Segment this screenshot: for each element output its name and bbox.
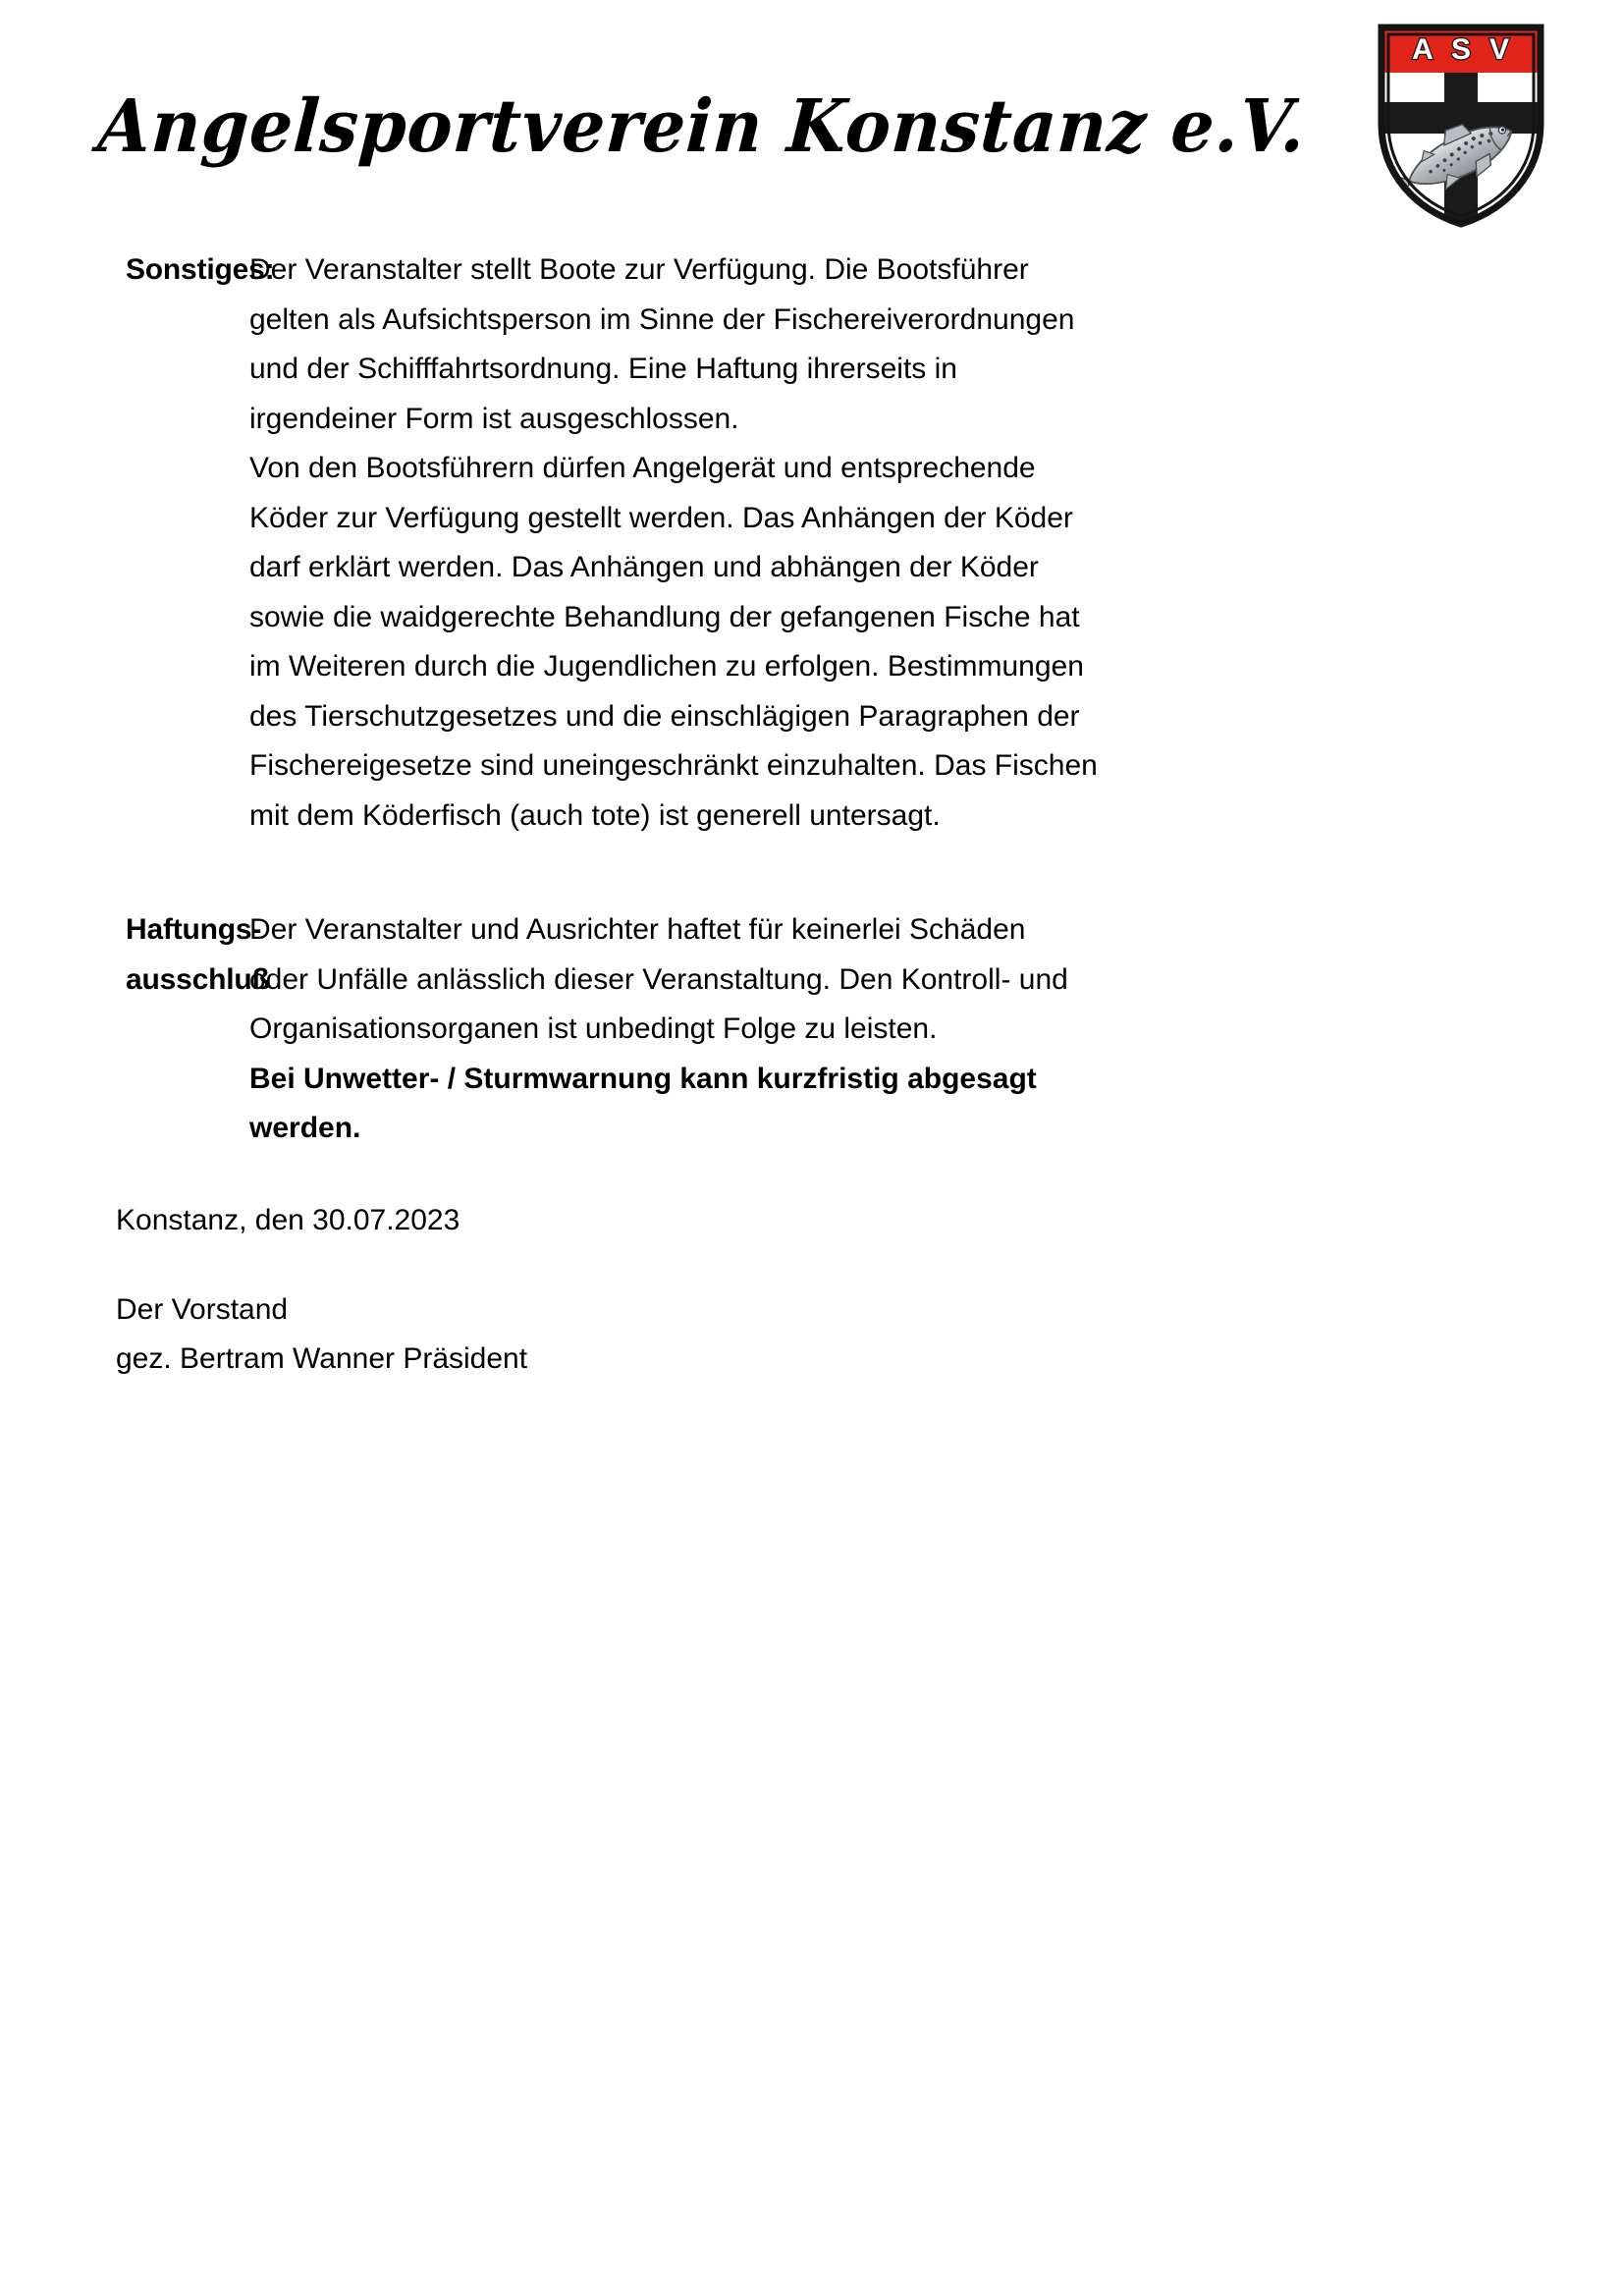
section-label-sonstiges xyxy=(0,246,275,296)
text-line: im Weiteren durch die Jugendlichen zu erfolgen. Bestimmungen xyxy=(249,650,1084,683)
text-line: Köder zur Verfügung gestellt werden. Das Anhängen der Köder xyxy=(249,501,1073,534)
section-label-line: ausschluß xyxy=(126,962,270,996)
section-label-haftungsausschluss xyxy=(0,905,270,1005)
text-line: darf erklärt werden. Das Anhängen und abhängen der Köder xyxy=(249,551,1039,583)
text-line: irgendeiner Form ist ausgeschlossen. xyxy=(249,402,739,435)
text-line: und der Schifffahrtsordnung. Eine Haftung ihrerseits in xyxy=(249,353,957,385)
section-haftungsausschluss xyxy=(0,905,1623,1154)
club-title: Angelsportverein Konstanz e.V. xyxy=(95,84,1309,169)
section-label-line: Sonstiges: xyxy=(126,253,275,286)
crest-letter-a: A xyxy=(1412,32,1434,66)
section-spacer xyxy=(0,841,1623,905)
signed-by: gez. Bertram Wanner Präsident xyxy=(116,1342,528,1375)
text-line: Fischereigesetze sind uneingeschränkt einzuhalten. Das Fischen xyxy=(249,749,1098,782)
text-line: sowie die waidgerechte Behandlung der gefangenen Fische hat xyxy=(249,600,1080,633)
text-line: Der Veranstalter stellt Boote zur Verfügung. Die Bootsführer xyxy=(249,253,1029,286)
text-line: Der Veranstalter und Ausrichter haftet für keinerlei Schäden xyxy=(249,913,1026,946)
crest-letter-s: S xyxy=(1450,32,1472,66)
place-and-date: Konstanz, den 30.07.2023 xyxy=(116,1204,460,1236)
document-body xyxy=(0,246,1623,1154)
paragraph-warning xyxy=(249,1055,1261,1154)
text-line: gelten als Aufsichtsperson im Sinne der Fischereiverordnungen xyxy=(249,302,1075,336)
signature-block xyxy=(116,1196,527,1385)
text-line: des Tierschutzgesetzes und die einschlägigen Paragraphen der xyxy=(249,699,1080,733)
warning-text-line: werden. xyxy=(249,1112,361,1144)
section-label-line: Haftungs- xyxy=(126,913,262,946)
warning-text-line: Bei Unwetter- / Sturmwarnung kann kurzfristig abgesagt xyxy=(249,1062,1037,1095)
section-text-sonstiges xyxy=(249,246,1261,841)
text-line: oder Unfälle anlässlich dieser Veranstaltung. Den Kontroll- und xyxy=(249,962,1068,996)
paragraph xyxy=(249,444,1261,841)
asv-crest-logo xyxy=(1368,18,1554,232)
text-line: mit dem Köderfisch (auch tote) ist generell untersagt. xyxy=(249,798,941,832)
text-line: Organisationsorganen ist unbedingt Folge zu leisten. xyxy=(249,1012,938,1045)
section-sonstiges xyxy=(0,246,1623,841)
text-line: Von den Bootsführern dürfen Angelgerät und entsprechende xyxy=(249,452,1036,484)
section-text-haftungsausschluss xyxy=(249,905,1261,1154)
board-label: Der Vorstand xyxy=(116,1292,289,1326)
paragraph xyxy=(249,246,1261,444)
document-header xyxy=(0,0,1623,246)
signature-spacer xyxy=(116,1246,527,1285)
crest-letter-v: V xyxy=(1488,32,1510,66)
paragraph xyxy=(249,905,1261,1055)
